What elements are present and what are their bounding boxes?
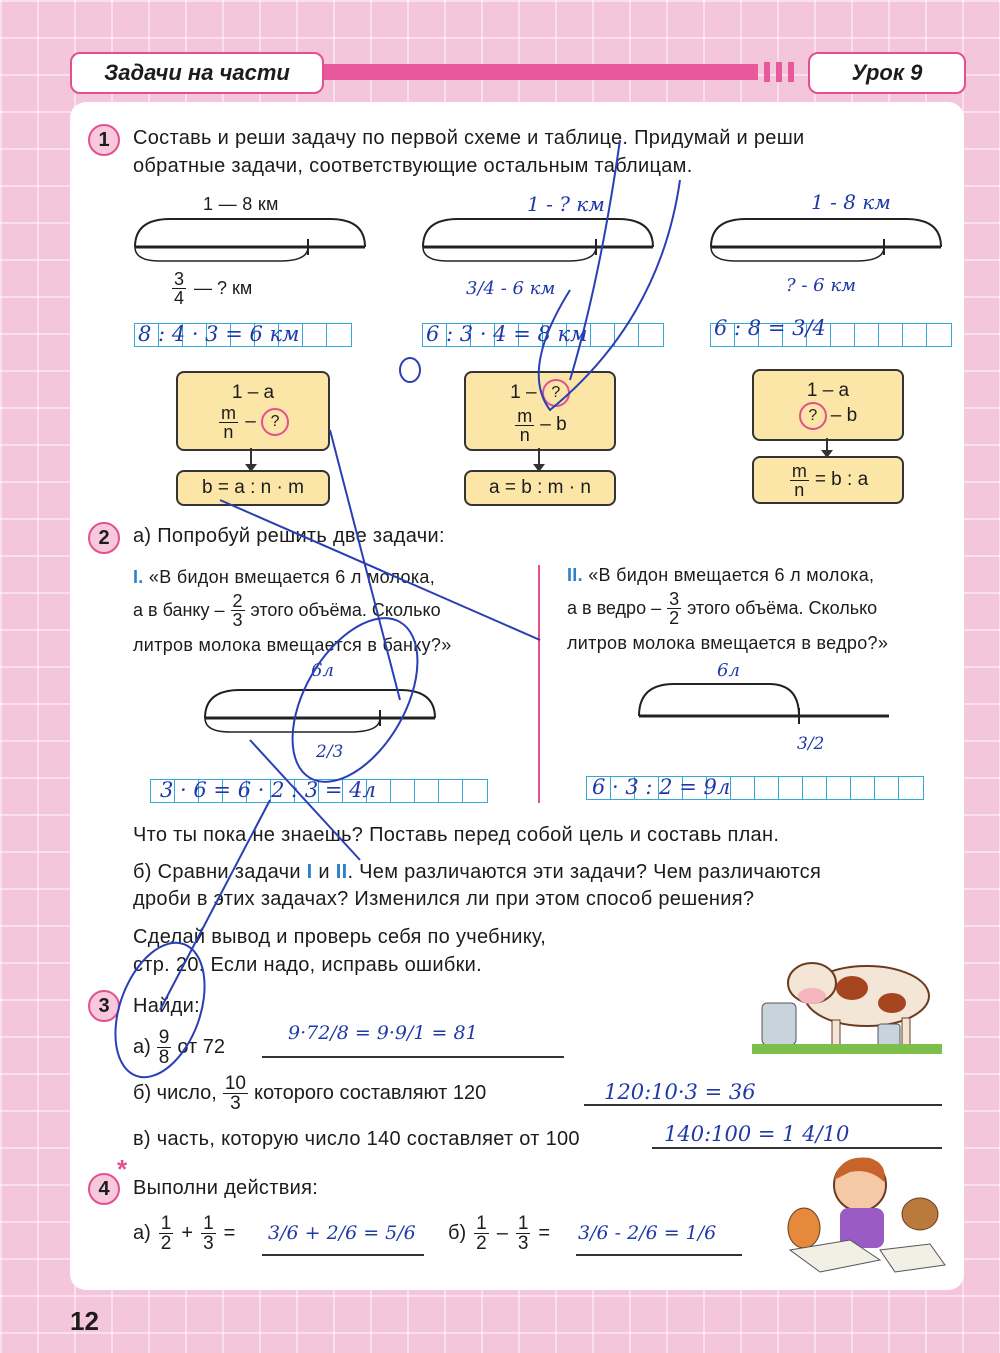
box-2-n: n <box>519 424 530 445</box>
box-3-question-mark: ? <box>799 402 827 430</box>
task-4a-n2: 1 <box>203 1213 214 1234</box>
task-4a-op: + <box>181 1222 194 1244</box>
problems-divider <box>538 565 540 803</box>
problem-2-line-2b: этого объёма. Сколько <box>687 598 878 618</box>
scheme-1-frac-num: 3 <box>174 269 185 289</box>
problem-2-hand-answer: 6 · 3 : 2 = 9л <box>592 775 731 799</box>
page-number: 12 <box>70 1306 99 1336</box>
box-2-result: a = b : m · n <box>489 477 591 498</box>
problem-1-hand-frac: 2/3 <box>316 742 344 762</box>
header-stripe <box>776 62 782 82</box>
conclusion-line-2: стр. 20. Если надо, исправь ошибки. <box>133 954 482 976</box>
task-4a-d1: 2 <box>160 1233 172 1254</box>
scheme-1-bottom-tail: — ? км <box>194 278 253 298</box>
problem-2-hand-frac: 3/2 <box>797 734 825 754</box>
task-3b-den: 3 <box>230 1093 241 1114</box>
problem-2-frac-num: 3 <box>669 589 680 609</box>
scheme-2-bottom-handwriting: 3/4 - 6 км <box>466 278 556 299</box>
box-3-m: m <box>791 460 807 481</box>
task-4b-n1: 1 <box>476 1213 487 1234</box>
problem-2-line-1-text: «В бидон вмещается 6 л молока, <box>588 565 875 585</box>
compare-line-2: дроби в этих задачах? Изменился ли при этом способ решения? <box>133 888 755 910</box>
box-2-m: m <box>517 405 533 426</box>
problem-2-frac-den: 2 <box>669 608 680 628</box>
box-2-question-mark: ? <box>542 379 570 407</box>
task-1-text-line-2: обратные задачи, соответствующие остальным таблицам. <box>133 155 693 177</box>
task-4a <box>133 1214 235 1253</box>
problem-2-line-2a: а в ведро – <box>567 598 662 618</box>
task-3b-handwriting: 120:10·3 = 36 <box>604 1080 756 1104</box>
box-3-arrow <box>826 438 828 452</box>
task-4b-d1: 2 <box>476 1233 487 1254</box>
formula-result-2 <box>464 470 616 506</box>
compare-prefix: б) Сравни задачи <box>133 861 301 883</box>
compare-line-1 <box>133 861 821 884</box>
answer-3-handwriting: 6 : 8 = 3/4 <box>714 316 826 340</box>
lesson-title: Урок 9 <box>808 52 966 94</box>
task-3a-den: 8 <box>158 1047 170 1068</box>
box-3-n: n <box>794 479 805 500</box>
box-1-m: m <box>220 402 236 423</box>
box-3-line-1: 1 – a <box>806 380 850 401</box>
task-4-star: * <box>117 1154 128 1184</box>
box-2-line-1: 1 – <box>510 381 537 403</box>
plan-question: Что ты пока не знаешь? Поставь перед собой цель и составь план. <box>133 824 780 846</box>
task-3-number: 3 <box>88 990 120 1022</box>
task-4b-handwriting: 3/6 - 2/6 = 1/6 <box>578 1222 717 1244</box>
problem-2-scheme <box>634 676 894 726</box>
box-1-result: b = a : n · m <box>202 477 304 498</box>
compare-roman-i: I <box>306 861 313 883</box>
box-2-b: – b <box>540 414 567 435</box>
task-4a-n1: 1 <box>160 1213 172 1234</box>
task-4b-d2: 3 <box>517 1233 529 1254</box>
box-2-arrow <box>538 448 540 466</box>
compare-and: и <box>318 861 330 883</box>
task-3a-text: от 72 <box>177 1036 226 1058</box>
problem-1-line-2b: этого объёма. Сколько <box>250 600 441 620</box>
compare-roman-ii: II <box>335 861 348 883</box>
problem-1-frac-den: 3 <box>232 610 243 630</box>
task-4b <box>448 1214 550 1253</box>
task-3c-handwriting: 140:100 = 1 4/10 <box>664 1122 850 1146</box>
formula-box-1: 1 – a $\frac{m}{n}$ – ? <box>176 371 330 451</box>
task-4b-op: – <box>496 1222 508 1244</box>
box-3-result: = b : a <box>814 469 869 490</box>
box-3-b: – b <box>830 405 858 426</box>
answer-2-handwriting: 6 : 3 · 4 = 8 км <box>426 322 588 346</box>
task-4a-answer-line <box>262 1254 424 1256</box>
problem-2-hand-top: 6л <box>717 660 740 681</box>
task-3b-answer-line <box>584 1104 942 1106</box>
topic-title: Задачи на части <box>70 52 324 94</box>
problem-1-hand-answer: 3 · 6 = 6 · 2 : 3 = 4л <box>160 778 376 802</box>
compare-suffix: . Чем различаются эти задачи? Чем различаются <box>347 861 822 883</box>
problem-1-line-1 <box>133 567 435 588</box>
formula-result-3 <box>752 456 904 504</box>
problem-1-scheme <box>200 680 440 740</box>
scheme-3-diagram <box>706 205 946 265</box>
scheme-2-top-handwriting: 1 - ? км <box>527 192 605 216</box>
formula-result-1 <box>176 470 330 506</box>
task-1-text-line-1: Составь и реши задачу по первой схеме и таблице. Придумай и реши <box>133 127 805 149</box>
task-1-number: 1 <box>88 124 120 156</box>
cow-illustration <box>752 948 942 1058</box>
problem-1-line-2 <box>133 592 441 629</box>
task-3c-text: в) часть, которую число 140 составляет от 100 <box>133 1128 580 1150</box>
task-2-number: 2 <box>88 522 120 554</box>
header-stripe <box>788 62 794 82</box>
conclusion-line-1: Сделай вывод и проверь себя по учебнику, <box>133 926 547 948</box>
task-4-title: Выполни действия: <box>133 1177 319 1199</box>
box-1-arrow <box>250 448 252 466</box>
problem-2-roman: II. <box>567 565 583 585</box>
task-3a-answer-line <box>262 1056 564 1058</box>
scheme-1-frac-den: 4 <box>174 288 185 308</box>
task-4b-n2: 1 <box>517 1213 529 1234</box>
task-4b-label: б) <box>448 1222 467 1244</box>
boy-cat-dog-illustration <box>780 1150 950 1275</box>
task-2-intro: а) Попробуй решить две задачи: <box>133 525 445 547</box>
formula-box-2 <box>464 371 616 451</box>
task-4b-eq: = <box>538 1222 551 1244</box>
problem-1-roman: I. <box>133 567 144 587</box>
task-4b-answer-line <box>576 1254 742 1256</box>
task-3-title: Найди: <box>133 995 200 1017</box>
problem-1-line-3: литров молока вмещается в банку?» <box>133 635 452 655</box>
box-1-question-mark: ? <box>261 408 289 436</box>
task-4a-label: а) <box>133 1222 151 1244</box>
task-4-number: 4 <box>88 1173 120 1205</box>
scheme-3-top-handwriting: 1 - 8 км <box>811 190 891 214</box>
header-bar <box>322 64 758 80</box>
task-3a-label: а) <box>133 1036 151 1058</box>
scheme-1-bottom-label <box>170 270 252 307</box>
problem-2-line-1 <box>567 565 874 586</box>
task-3c-answer-line <box>652 1147 942 1149</box>
task-4a-d2: 3 <box>203 1233 214 1254</box>
scheme-1-top-label: 1 — 8 км <box>203 194 279 214</box>
formula-box-3 <box>752 369 904 441</box>
problem-1-line-1-text: «В бидон вмещается 6 л молока, <box>148 567 436 587</box>
task-3b-num: 10 <box>224 1073 246 1094</box>
task-3a-num: 9 <box>158 1027 170 1048</box>
header-stripe <box>764 62 770 82</box>
problem-1-frac-num: 2 <box>232 591 243 611</box>
problem-1-hand-top: 6л <box>311 660 334 681</box>
task-3a <box>133 1028 225 1067</box>
task-3b-label: б) число, <box>133 1082 217 1104</box>
task-3a-handwriting: 9·72/8 = 9·9/1 = 81 <box>288 1022 478 1044</box>
problem-2-line-3: литров молока вмещается в ведро?» <box>567 633 889 653</box>
box-1-n: n <box>223 421 234 442</box>
task-4a-handwriting: 3/6 + 2/6 = 5/6 <box>268 1222 416 1244</box>
box-1-line-1: 1 – a <box>231 381 275 403</box>
task-3b <box>133 1074 486 1113</box>
task-3b-text: которого составляют 120 <box>253 1082 487 1104</box>
problem-2-line-2 <box>567 590 877 627</box>
answer-1-handwriting: 8 : 4 · 3 = 6 км <box>138 322 300 346</box>
task-4a-eq: = <box>223 1222 236 1244</box>
scheme-3-bottom-handwriting: ? - 6 км <box>786 275 857 296</box>
problem-1-line-2a: а в банку – <box>133 600 225 620</box>
